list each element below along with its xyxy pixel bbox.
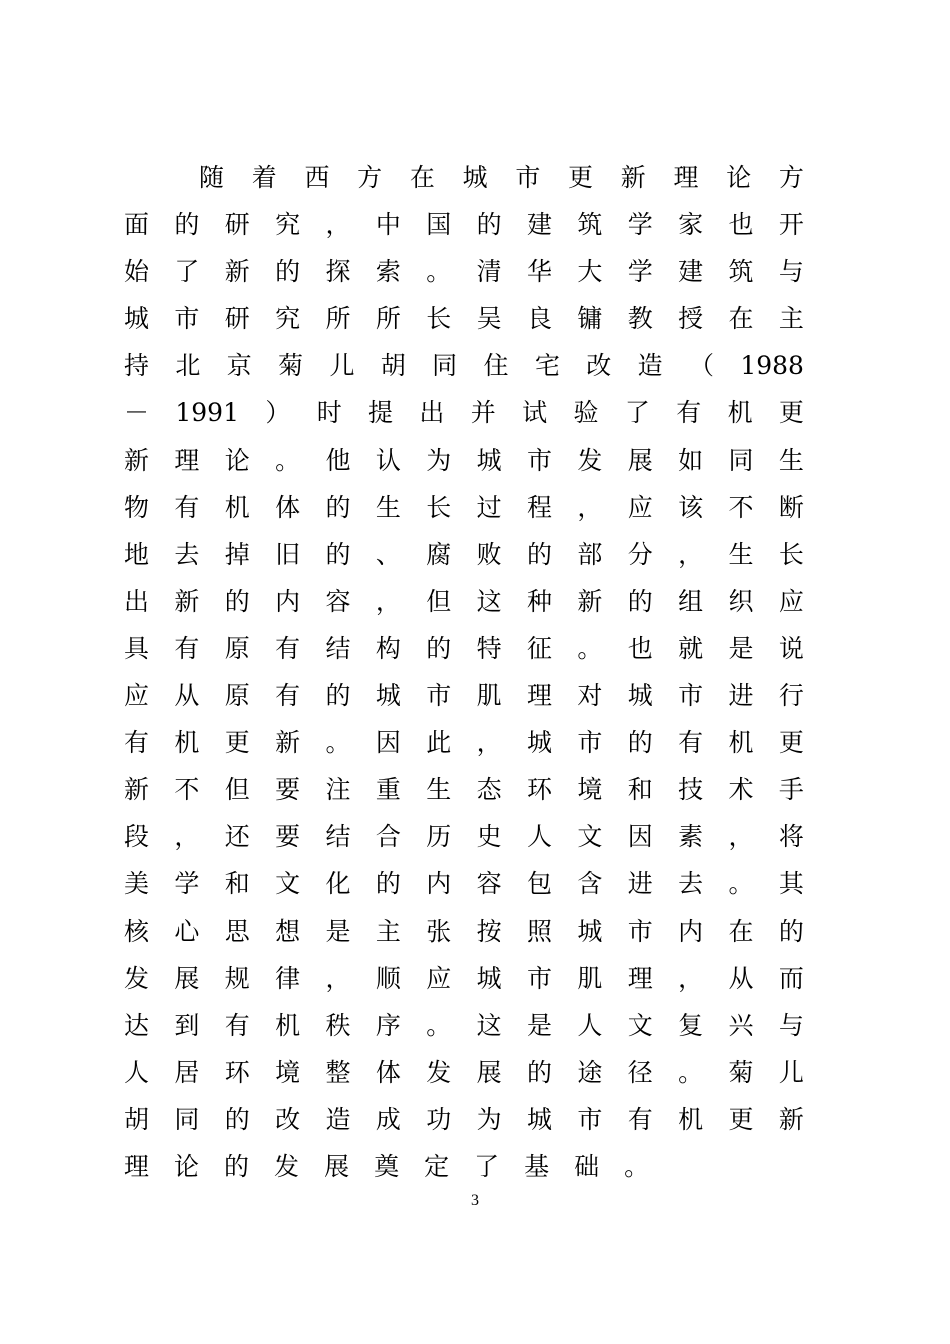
text-line: 核 心 思 想 是 主 张 按 照 城 市 内 在 的	[124, 916, 804, 946]
text-line: 持 北 京 菊 儿 胡 同 住 宅 改 造 （ 1988	[124, 351, 804, 381]
text-line: 达 到 有 机 秩 序 。 这 是 人 文 复 兴 与	[124, 1010, 804, 1040]
text-line: 段 ， 还 要 结 合 历 史 人 文 因 素 ， 将	[124, 822, 804, 852]
text-line: 发 展 规 律 ， 顺 应 城 市 肌 理 ， 从 而	[124, 963, 804, 993]
text-line: 新 理 论 。 他 认 为 城 市 发 展 如 同 生	[124, 445, 804, 475]
text-line: 地 去 掉 旧 的 、 腐 败 的 部 分 ， 生 长	[124, 539, 804, 569]
text-line: 理 论 的 发 展 奠 定 了 基 础 。	[124, 1151, 650, 1181]
text-line: 城 市 研 究 所 所 长 吴 良 镛 教 授 在 主	[124, 304, 804, 334]
text-line: 新 不 但 要 注 重 生 态 环 境 和 技 术 手	[124, 775, 804, 805]
text-line: 始 了 新 的 探 索 。 清 华 大 学 建 筑 与	[124, 257, 804, 287]
text-line: 物 有 机 体 的 生 长 过 程 ， 应 该 不 断	[124, 492, 804, 522]
text-line: － 1991 ） 时 提 出 并 试 验 了 有 机 更	[124, 398, 804, 428]
text-line: 具 有 原 有 结 构 的 特 征 。 也 就 是 说	[124, 633, 804, 663]
page-number: 3	[471, 1192, 479, 1209]
text-line: 胡 同 的 改 造 成 功 为 城 市 有 机 更 新	[124, 1104, 804, 1134]
text-line: 有 机 更 新 。 因 此 ， 城 市 的 有 机 更	[124, 728, 804, 758]
text-line: 应 从 原 有 的 城 市 肌 理 对 城 市 进 行	[124, 681, 804, 711]
text-line: 出 新 的 内 容 ， 但 这 种 新 的 组 织 应	[124, 586, 804, 616]
text-line: 面 的 研 究 ， 中 国 的 建 筑 学 家 也 开	[124, 210, 804, 240]
text-line: 人 居 环 境 整 体 发 展 的 途 径 。 菊 儿	[124, 1057, 804, 1087]
text-line: 随 着 西 方 在 城 市 更 新 理 论 方	[199, 163, 804, 192]
body-paragraph	[124, 154, 804, 1190]
text-line: 美 学 和 文 化 的 内 容 包 含 进 去 。 其	[124, 869, 804, 899]
